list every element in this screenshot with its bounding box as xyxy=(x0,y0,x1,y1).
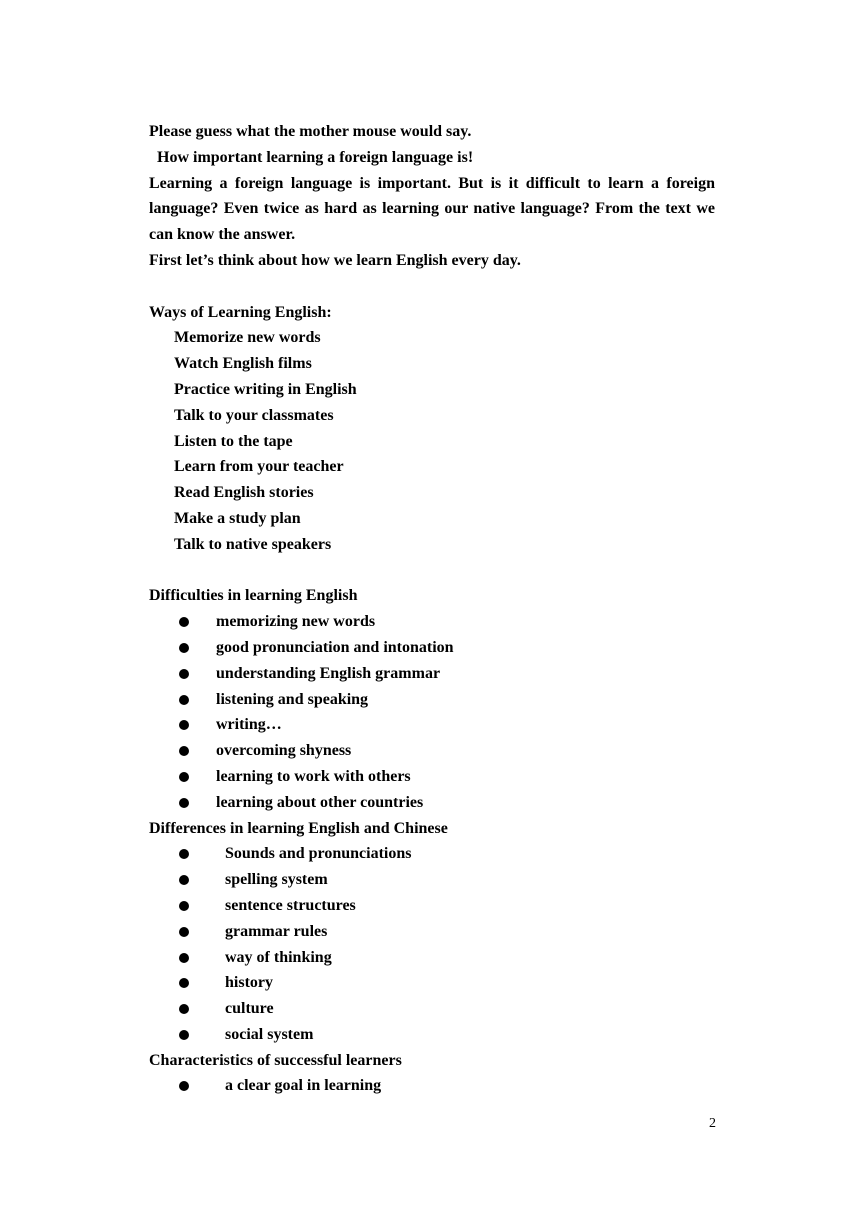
list-item xyxy=(149,893,715,919)
blank-line xyxy=(149,274,715,300)
list-item xyxy=(149,635,715,661)
ways-item: Read English stories xyxy=(174,484,314,502)
intro-paragraph: Learning a foreign language is important. But is it difficult to learn a foreign language? Even twice as hard as learning our native language? From the text we can know the answer. xyxy=(149,174,715,244)
list-item xyxy=(149,945,715,971)
list-item-text: understanding English grammar xyxy=(216,664,441,682)
list-item xyxy=(149,687,715,713)
list-item-text: social system xyxy=(225,1025,314,1043)
intro-line-1: Please guess what the mother mouse would say. xyxy=(149,123,472,140)
list-item xyxy=(149,867,715,893)
list-item-text: sentence structures xyxy=(225,896,356,914)
list-item-text: learning about other countries xyxy=(216,793,424,811)
list-item xyxy=(149,661,715,687)
bullet-icon xyxy=(179,695,189,705)
bullet-icon xyxy=(179,772,189,782)
list-item-text: learning to work with others xyxy=(216,767,411,785)
ways-item: Memorize new words xyxy=(174,329,321,347)
list-item-text: good pronunciation and intonation xyxy=(216,638,454,656)
list-item-text: grammar rules xyxy=(225,922,328,940)
blank-line xyxy=(149,558,715,584)
ways-item: Practice writing in English xyxy=(174,380,357,398)
list-item xyxy=(149,712,715,738)
characteristics-heading: Characteristics of successful learners xyxy=(149,1051,402,1069)
ways-item: Learn from your teacher xyxy=(174,458,344,476)
intro-line-2: How important learning a foreign language is! xyxy=(157,148,474,166)
page-content xyxy=(149,119,715,1099)
characteristics-list xyxy=(149,1073,715,1099)
bullet-icon xyxy=(179,643,189,653)
page-number: 2 xyxy=(709,1116,716,1131)
bullet-icon xyxy=(179,1030,189,1040)
list-item xyxy=(149,764,715,790)
list-item-text: writing… xyxy=(216,716,282,734)
list-item-text: listening and speaking xyxy=(216,690,369,708)
differences-heading: Differences in learning English and Chinese xyxy=(149,819,448,837)
ways-item: Listen to the tape xyxy=(174,432,293,450)
differences-list xyxy=(149,841,715,1047)
ways-item: Talk to native speakers xyxy=(174,535,332,553)
list-item xyxy=(149,1073,715,1099)
intro-line-last: First let’s think about how we learn English every day. xyxy=(149,251,521,269)
list-item-text: Sounds and pronunciations xyxy=(225,845,412,863)
list-item xyxy=(149,738,715,764)
list-item xyxy=(149,996,715,1022)
list-item xyxy=(149,1022,715,1048)
bullet-icon xyxy=(179,901,189,911)
list-item xyxy=(149,609,715,635)
list-item-text: culture xyxy=(225,1000,274,1018)
list-item-text: memorizing new words xyxy=(216,613,376,631)
bullet-icon xyxy=(179,927,189,937)
ways-item: Make a study plan xyxy=(174,509,301,527)
bullet-icon xyxy=(179,669,189,679)
list-item xyxy=(149,841,715,867)
difficulties-heading: Difficulties in learning English xyxy=(149,587,358,605)
list-item-text: spelling system xyxy=(225,871,328,889)
list-item-text: history xyxy=(225,974,273,992)
bullet-icon xyxy=(179,953,189,963)
list-item-text: overcoming shyness xyxy=(216,742,352,760)
ways-list xyxy=(149,325,715,557)
list-item-text: way of thinking xyxy=(225,948,332,966)
list-item xyxy=(149,970,715,996)
ways-item: Watch English films xyxy=(174,355,312,373)
ways-item: Talk to your classmates xyxy=(174,406,334,424)
difficulties-list xyxy=(149,609,715,815)
list-item-text: a clear goal in learning xyxy=(225,1077,382,1095)
list-item xyxy=(149,790,715,816)
bullet-icon xyxy=(179,798,189,808)
ways-heading: Ways of Learning English: xyxy=(149,303,332,321)
list-item xyxy=(149,919,715,945)
